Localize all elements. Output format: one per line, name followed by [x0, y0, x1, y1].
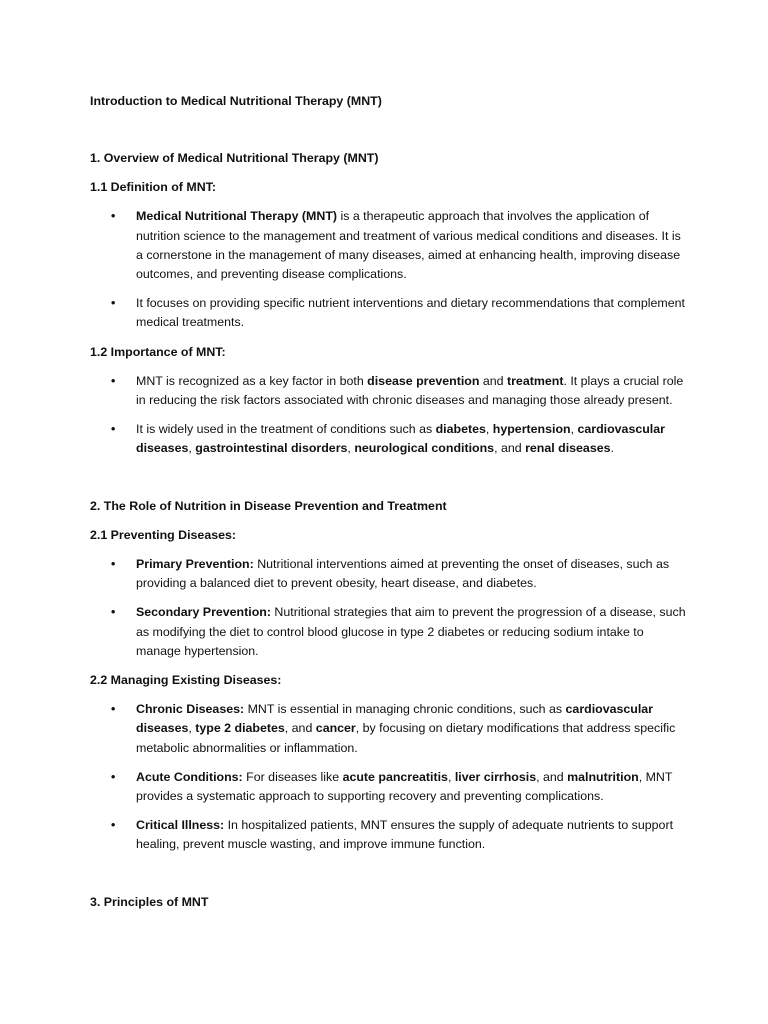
text-run: and: [479, 373, 507, 388]
bold-text-run: Primary Prevention:: [136, 557, 254, 572]
text-run: MNT is recognized as a key factor in both: [136, 373, 368, 388]
document-body: [90, 92, 690, 922]
list-item: [90, 294, 690, 332]
section-heading: 1. Overview of Medical Nutritional Therapy (MNT): [90, 151, 379, 165]
bold-text-run: diabetes: [435, 422, 486, 437]
section-heading: 3. Principles of MNT: [90, 894, 209, 909]
text-run: ,: [347, 441, 355, 456]
bullet-dot-icon: •: [111, 818, 116, 833]
text-run: ,: [570, 422, 578, 437]
subsection-heading: 2.1 Preventing Diseases:: [90, 527, 237, 542]
bold-text-run: hypertension: [492, 422, 571, 437]
bullet-dot-icon: •: [111, 557, 116, 572]
bold-text-run: gastrointestinal disorders: [195, 441, 348, 456]
text-run: Nutritional interventions aimed at preventing the onset of diseases, such as providing a balanced diet to prevent obesity, heart disease, and diabetes.: [136, 557, 670, 591]
list-item: [90, 768, 690, 806]
bold-text-run: acute pancreatitis: [342, 769, 448, 784]
section-heading: 2. The Role of Nutrition in Disease Prevention and Treatment: [90, 498, 447, 513]
subsection-heading: 1.1 Definition of MNT:: [90, 180, 216, 195]
bold-text-run: liver cirrhosis: [454, 769, 537, 784]
bullet-dot-icon: •: [111, 296, 116, 311]
text-run: , and: [536, 769, 568, 784]
text-run: , by focusing on dietary modifications that address specific metabolic abnormalities or inflammation.: [136, 721, 676, 755]
bold-text-run: malnutrition: [567, 769, 639, 784]
text-run: . It plays a crucial role in reducing the risk factors associated with chronic diseases and managing those already present.: [136, 373, 684, 408]
text-run: It is widely used in the treatment of conditions such as: [136, 422, 436, 437]
bold-text-run: cardiovascular diseases: [136, 702, 654, 736]
bold-text-run: Medical Nutritional Therapy (MNT): [136, 209, 338, 224]
subsection-heading: 2.2 Managing Existing Diseases:: [90, 673, 282, 688]
bold-text-run: Secondary Prevention:: [136, 605, 271, 620]
bold-text-run: neurological conditions: [354, 441, 495, 456]
text-run: ,: [485, 422, 493, 437]
text-run: ,: [188, 441, 196, 456]
list-item: [90, 555, 690, 593]
bullet-list: [90, 372, 690, 459]
bold-text-run: Acute Conditions:: [136, 769, 243, 784]
bold-text-run: Critical Illness:: [136, 818, 225, 833]
bold-text-run: disease prevention: [367, 373, 480, 388]
list-item: [90, 603, 690, 661]
bullet-list: [90, 555, 690, 661]
subsection-heading: 1.2 Importance of MNT:: [90, 344, 226, 359]
bullet-list: [90, 207, 690, 332]
bullet-dot-icon: •: [111, 605, 116, 620]
list-item: [90, 207, 690, 284]
bold-text-run: cardiovascular diseases: [136, 422, 665, 456]
list-item: [90, 372, 690, 410]
bold-text-run: treatment: [506, 373, 564, 388]
bold-text-run: renal diseases: [525, 441, 611, 456]
text-run: MNT is essential in managing chronic conditions, such as: [244, 702, 566, 717]
bullet-dot-icon: •: [111, 209, 116, 224]
list-item: [90, 700, 690, 758]
bullet-dot-icon: •: [111, 769, 116, 784]
text-run: In hospitalized patients, MNT ensures the supply of adequate nutrients to support healing, prevent muscle wasting, and improve immune function.: [136, 818, 674, 852]
bullet-list: [90, 700, 690, 854]
text-run: .: [610, 441, 614, 456]
bullet-dot-icon: •: [111, 702, 116, 717]
text-run: , MNT provides a systematic approach to supporting recovery and preventing complications.: [136, 769, 673, 804]
bold-text-run: Chronic Diseases:: [136, 702, 245, 717]
list-item: [90, 816, 690, 854]
bold-text-run: cancer: [315, 721, 356, 736]
text-run: ,: [188, 721, 196, 736]
text-run: It focuses on providing specific nutrient interventions and dietary recommendations that complement medical treatments.: [136, 296, 685, 330]
document-title: Introduction to Medical Nutritional Therapy (MNT): [90, 94, 382, 108]
bullet-dot-icon: •: [111, 422, 116, 437]
text-run: ,: [447, 769, 455, 784]
list-item: [90, 420, 690, 458]
bullet-dot-icon: •: [111, 373, 116, 388]
text-run: , and: [284, 721, 316, 736]
text-run: For diseases like: [242, 769, 343, 784]
text-run: , and: [494, 441, 526, 456]
bold-text-run: type 2 diabetes: [195, 721, 285, 736]
text-run: Nutritional strategies that aim to prevent the progression of a disease, such as modifying the diet to control blood glucose in type 2 diabetes or reducing sodium intake to manage hypertension.: [136, 605, 686, 658]
text-run: is a therapeutic approach that involves the application of nutrition science to the management and treatment of various medical conditions and diseases. It is a cornerstone in the management of many diseases, aimed at enhancing health, improving disease outcomes, and preventing disease complications.: [136, 209, 681, 282]
